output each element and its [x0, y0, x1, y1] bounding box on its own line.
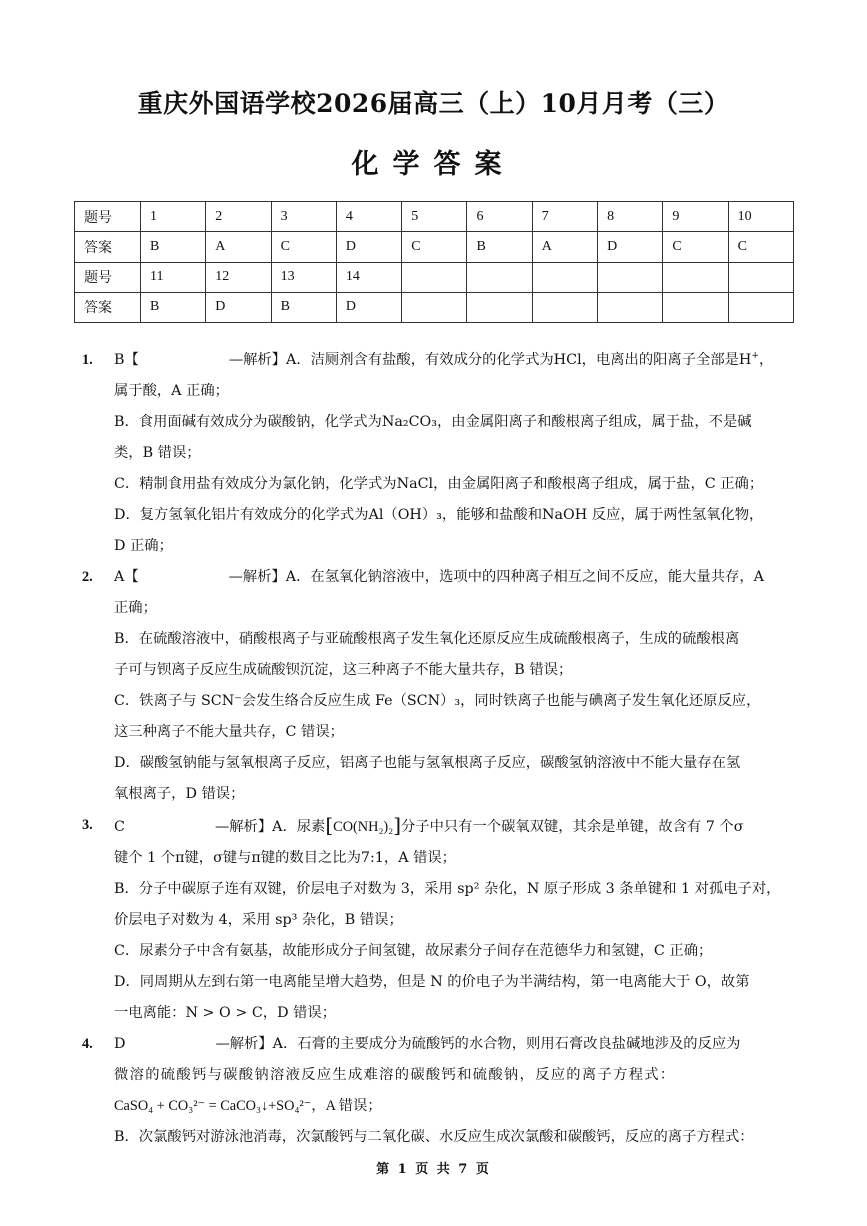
- solution-line: B．食用面碱有效成分为碳酸钠，化学式为Na₂CO₃，由金属阳离子和酸根离子组成，属于盐，不是碱: [114, 414, 752, 430]
- answer-cell: D: [336, 232, 401, 262]
- solution-line: D．同周期从左到右第一电离能呈增大趋势，但是 N 的价电子为半满结构，第一电离能大于 O，故第: [114, 974, 750, 990]
- solution-item-2: [82, 562, 787, 810]
- answer-cell: B: [271, 292, 336, 322]
- item-head-line: B【 —解析】A．洁厕剂含有盐酸，有效成分的化学式为HCl，电离出的阳离子全部是H+，: [114, 351, 774, 368]
- solution-line: 正确；: [114, 600, 157, 616]
- solution-line: 类，B 错误；: [114, 445, 201, 461]
- answer-cell: [663, 292, 728, 322]
- analysis-text: —解析】A．洁厕剂含有盐酸，有效成分的化学式为HCl，电离出的阳离子全部是H: [228, 352, 752, 368]
- answer-cell: [467, 262, 532, 292]
- answer-cell: D: [598, 232, 663, 262]
- answer-cell: A: [206, 232, 271, 262]
- solution-line: D．复方氢氧化铝片有效成分的化学式为Al（OH）₃，能够和盐酸和NaOH 反应，属于两性氢氧化物，: [114, 507, 764, 523]
- answer-cell: B: [141, 232, 206, 262]
- answer-letter: A【: [114, 569, 139, 585]
- solution-line: 价层电子对数为 4，采用 sp³ 杂化，B 错误；: [114, 912, 403, 928]
- answer-cell: 11: [141, 262, 206, 292]
- solution-item-3: [82, 810, 787, 1029]
- solution-line: 一电离能：N > O > C，D 错误；: [114, 1005, 336, 1021]
- solution-line: 属于酸，A 正确；: [114, 383, 229, 399]
- answer-cell: [663, 262, 728, 292]
- page-title: 重庆外国语学校2026届高三（上）10月月考（三）: [137, 89, 730, 118]
- answer-cell: 2: [206, 202, 271, 232]
- row-header-cell: 题号: [75, 262, 141, 292]
- question-number: 4.: [82, 1036, 93, 1052]
- answer-cell: A: [532, 232, 597, 262]
- answer-cell: C: [728, 232, 793, 262]
- answer-table-row: [75, 202, 794, 232]
- answer-cell: B: [141, 292, 206, 322]
- analysis-text: —解析】A．尿素: [214, 819, 326, 835]
- answer-cell: B: [467, 232, 532, 262]
- solution-line: C．铁离子与 SCN⁻会发生络合反应生成 Fe（SCN）₃，同时铁离子也能与碘离子发生氧化还原反应，: [114, 693, 761, 709]
- answer-cell: 1: [141, 202, 206, 232]
- answer-cell: C: [663, 232, 728, 262]
- answer-cell: 6: [467, 202, 532, 232]
- answer-table-row: [75, 232, 794, 262]
- solution-line: D 正确；: [114, 538, 173, 554]
- solution-line: B．分子中碳原子连有双键，价层电子对数为 3，采用 sp² 杂化，N 原子形成 3 条单键和 1 对孤电子对，: [114, 881, 781, 897]
- answer-letter: C: [114, 819, 125, 835]
- analysis-text: —解析】A．在氢氧化钠溶液中，选项中的四种离子相互之间不反应，能大量共存，A: [228, 569, 764, 585]
- answer-cell: [728, 292, 793, 322]
- answer-table-row: [75, 262, 794, 292]
- solution-line: B．在硫酸溶液中，硝酸根离子与亚硫酸根离子发生氧化还原反应生成硫酸根离子，生成的硫酸根离: [114, 631, 740, 647]
- answer-cell: 14: [336, 262, 401, 292]
- answer-cell: [532, 292, 597, 322]
- answer-cell: [467, 292, 532, 322]
- superscript: +: [751, 351, 759, 362]
- solution-line: C．精制食用盐有效成分为氯化钠，化学式为NaCl，由金属阳离子和酸根离子组成，属于盐，C 正确；: [114, 476, 764, 492]
- answer-letter: D: [114, 1036, 126, 1052]
- solution-line: D．碳酸氢钠能与氢氧根离子反应，铝离子也能与氢氧根离子反应，碳酸氢钠溶液中不能大量存在氢: [114, 755, 741, 771]
- answer-cell: 9: [663, 202, 728, 232]
- answer-cell: 4: [336, 202, 401, 232]
- answer-cell: [598, 292, 663, 322]
- answer-cell: [598, 262, 663, 292]
- solution-item-4: [82, 1029, 787, 1153]
- solution-item-1: [82, 345, 787, 562]
- question-number: 3.: [82, 817, 93, 833]
- urea-formula: CO(NH₂)₂: [333, 819, 394, 835]
- answer-cell: 5: [402, 202, 467, 232]
- answer-letter: B【: [114, 352, 139, 368]
- answer-table-row: [75, 292, 794, 322]
- question-number: 1.: [82, 352, 93, 368]
- answer-cell: C: [402, 232, 467, 262]
- item-head-line: [114, 1029, 787, 1060]
- item-head-line: [114, 562, 787, 593]
- answer-cell: [728, 262, 793, 292]
- answer-cell: D: [206, 292, 271, 322]
- solution-line: C．尿素分子中含有氨基，故能形成分子间氢键，故尿素分子间存在范德华力和氢键，C 正确；: [114, 943, 713, 959]
- left-bracket: [: [325, 813, 334, 837]
- row-header-cell: 题号: [75, 202, 141, 232]
- answer-cell: 10: [728, 202, 793, 232]
- answer-table: [74, 201, 794, 323]
- question-number: 2.: [82, 569, 93, 585]
- solution-line: 微溶的硫酸钙与碳酸钠溶液反应生成难溶的碳酸钙和硫酸钠，反应的离子方程式：: [114, 1067, 676, 1083]
- item-head-line: C —解析】A．尿素[CO(NH₂)₂]分子中只有一个碳氧双键，其余是单键，故含有 7 个σ: [114, 813, 744, 837]
- solution-content: [82, 345, 787, 1153]
- solution-line: 氧根离子，D 错误；: [114, 786, 245, 802]
- solution-line: 这三种离子不能大量共存，C 错误；: [114, 724, 344, 740]
- row-header-cell: 答案: [75, 232, 141, 262]
- answer-cell: D: [336, 292, 401, 322]
- solution-line: 子可与钡离子反应生成硫酸钡沉淀，这三种离子不能大量共存，B 错误；: [114, 662, 573, 678]
- solution-line: B．次氯酸钙对游泳池消毒，次氯酸钙与二氧化碳、水反应生成次氯酸和碳酸钙，反应的离子方程式：: [114, 1129, 754, 1145]
- right-bracket: ]: [393, 813, 401, 837]
- answer-cell: 7: [532, 202, 597, 232]
- page-subtitle: 化学答案: [351, 149, 516, 180]
- page-footer: 第 1 页 共 7 页: [376, 1162, 491, 1177]
- solution-line: 键个 1 个π键，σ键与π键的数目之比为7:1，A 错误；: [114, 850, 456, 866]
- analysis-text: —解析】A．石膏的主要成分为硫酸钙的水合物，则用石膏改良盐碱地涉及的反应为: [215, 1036, 741, 1052]
- answer-cell: C: [271, 232, 336, 262]
- row-header-cell: 答案: [75, 292, 141, 322]
- ionic-equation: CaSO₄ + CO₃²⁻ = CaCO₃↓+SO₄²⁻，A 错误；: [114, 1098, 382, 1114]
- answer-cell: 8: [598, 202, 663, 232]
- answer-cell: [402, 262, 467, 292]
- answer-cell: [532, 262, 597, 292]
- answer-cell: 12: [206, 262, 271, 292]
- answer-cell: 13: [271, 262, 336, 292]
- answer-cell: 3: [271, 202, 336, 232]
- answer-cell: [402, 292, 467, 322]
